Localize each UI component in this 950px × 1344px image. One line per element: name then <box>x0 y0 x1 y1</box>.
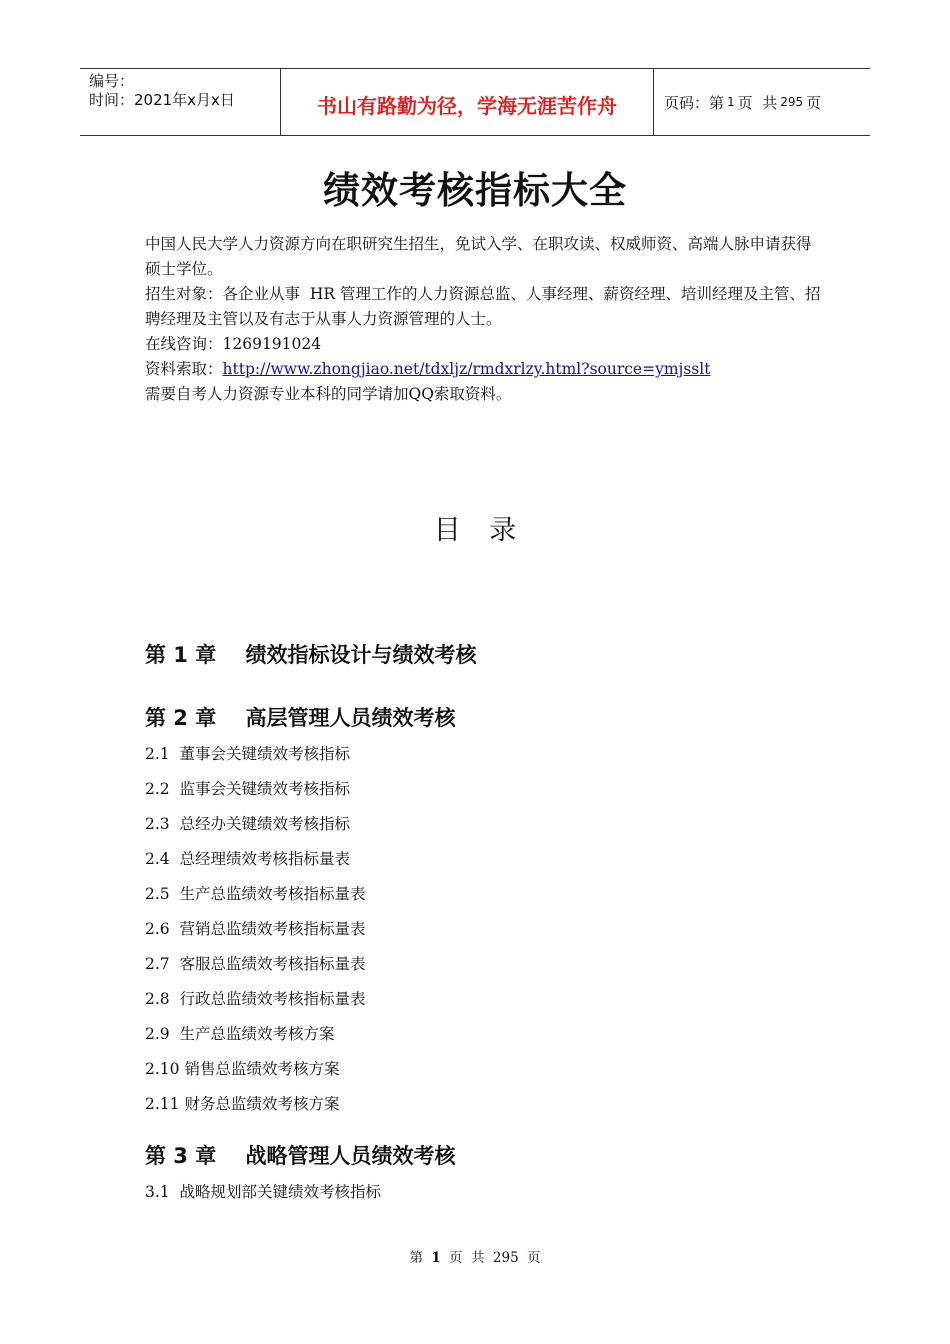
page-mid: 页 共 <box>737 93 778 112</box>
intro-line-consult: 在线咨询：1269191024 <box>145 335 322 353</box>
header-page-counter <box>654 69 870 135</box>
header-motto: 书山有路勤为径，学海无涯苦作舟 <box>281 69 654 135</box>
header-meta-cell <box>80 69 281 135</box>
toc-item: 3.1 战略规划部关键绩效考核指标 <box>145 1183 382 1201</box>
toc-item: 2.5 生产总监绩效考核指标量表 <box>145 885 366 903</box>
toc-item: 2.11 财务总监绩效考核方案 <box>145 1095 340 1113</box>
toc-item: 2.3 总经办关键绩效考核指标 <box>145 815 351 833</box>
table-of-contents <box>145 638 845 1210</box>
footer-current-page: 1 <box>431 1250 441 1266</box>
page-prefix: 页码：第 <box>664 93 725 112</box>
toc-item: 2.8 行政总监绩效考核指标量表 <box>145 990 366 1008</box>
footer-suffix: 页 <box>526 1250 541 1266</box>
intro-line-materials <box>145 357 825 382</box>
intro-block <box>145 232 825 407</box>
footer-prefix: 第 <box>409 1250 424 1266</box>
toc-item: 2.4 总经理绩效考核指标量表 <box>145 850 351 868</box>
toc-item: 2.1 董事会关键绩效考核指标 <box>145 745 351 763</box>
toc-title: 目 录 <box>433 515 517 546</box>
toc-chapter-3: 第 3 章 战略管理人员绩效考核 <box>145 1144 456 1168</box>
intro-line-program: 中国人民大学人力资源方向在职研究生招生，免试入学、在职攻读、权威师资、高端人脉申请获得硕士学位。 <box>145 235 812 278</box>
page-footer <box>0 1246 950 1266</box>
page-total: 295 <box>780 95 804 109</box>
toc-item: 2.10 销售总监绩效考核方案 <box>145 1060 340 1078</box>
toc-item: 2.2 监事会关键绩效考核指标 <box>145 780 351 798</box>
materials-link[interactable]: http://www.zhongjiao.net/tdxljz/rmdxrlzy.html?source=ymjsslt <box>222 360 711 378</box>
toc-item: 2.6 营销总监绩效考核指标量表 <box>145 920 366 938</box>
toc-item: 2.7 客服总监绩效考核指标量表 <box>145 955 366 973</box>
intro-line-qq: 需要自考人力资源专业本科的同学请加QQ索取资料。 <box>145 385 512 403</box>
page-current: 1 <box>727 95 735 109</box>
document-number-label: 编号： <box>89 72 135 90</box>
toc-chapter-1: 第 1 章 绩效指标设计与绩效考核 <box>145 643 477 667</box>
document-time-label: 时间：2021年x月x日 <box>89 91 235 109</box>
document-title: 绩效考核指标大全 <box>323 169 627 212</box>
toc-item: 2.9 生产总监绩效考核方案 <box>145 1025 335 1043</box>
materials-label: 资料索取： <box>145 360 223 378</box>
page-header <box>80 68 870 136</box>
footer-mid: 页 共 <box>449 1250 485 1266</box>
intro-line-audience: 招生对象：各企业从事 HR 管理工作的人力资源总监、人事经理、薪资经理、培训经理及主管、招聘经理及主管以及有志于从事人力资源管理的人士。 <box>145 285 821 328</box>
footer-total-pages: 295 <box>492 1250 519 1266</box>
toc-chapter-2: 第 2 章 高层管理人员绩效考核 <box>145 706 456 730</box>
page-suffix: 页 <box>806 93 822 112</box>
